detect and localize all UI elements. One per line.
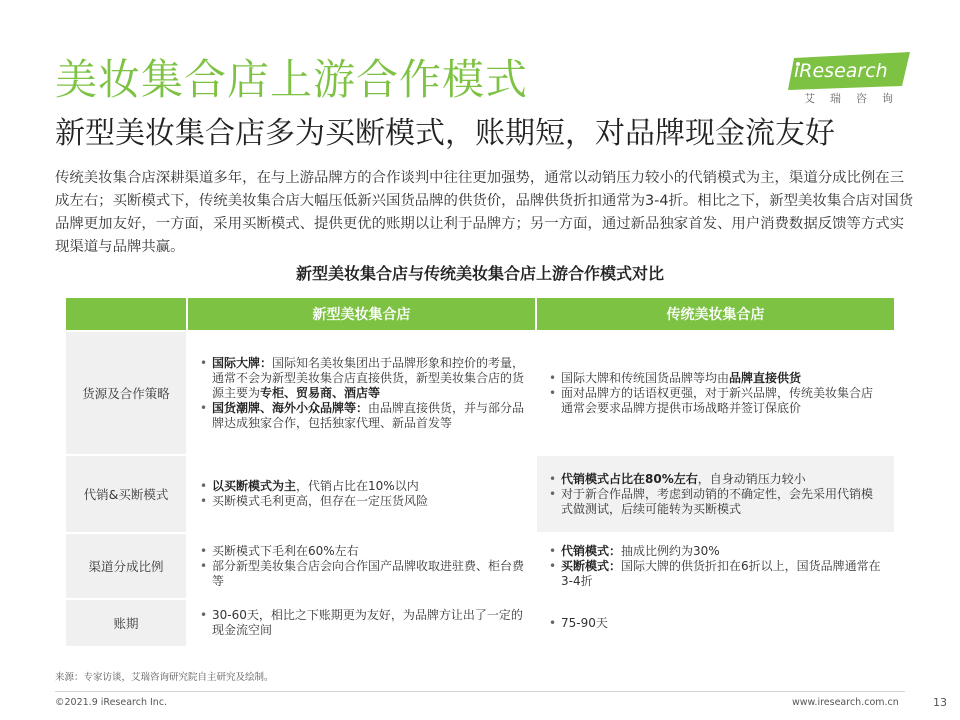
bullet-item	[198, 494, 525, 509]
bullet-list	[198, 356, 525, 431]
cell-new-stores	[188, 332, 535, 454]
body-text: 75-90天	[561, 615, 608, 630]
cell-new-stores	[188, 534, 535, 598]
logo-chinese: 艾瑞咨询	[804, 92, 908, 105]
row-label: 账期	[66, 600, 186, 646]
bold-text: 代销模式占比在80%左右	[561, 471, 698, 486]
row-label: 渠道分成比例	[66, 534, 186, 598]
bullet-list	[198, 479, 525, 509]
body-text: ，代销占比在10%以内	[296, 479, 419, 493]
source-note: 来源：专家访谈，艾瑞咨询研究院自主研究及绘制。	[55, 672, 274, 683]
bullet-list	[547, 371, 884, 416]
body-text: 国际知名美妆集团出于品牌形象和控价的考量，通常不会为新型美妆集合店直接供货，新型美妆集合店的货源主要为	[212, 355, 525, 400]
bullet-item	[547, 472, 884, 487]
table-title: 新型美妆集合店与传统美妆集合店上游合作模式对比	[295, 264, 664, 283]
row-label: 代销&买断模式	[66, 456, 186, 532]
body-text: 买断模式下毛利在60%左右	[212, 543, 359, 558]
body-text: 部分新型美妆集合店会向合作国产品牌收取进驻费、柜台费等	[212, 558, 525, 588]
bullet-item	[198, 559, 525, 589]
bullet-list	[547, 616, 884, 631]
bold-text: 代销模式：	[561, 543, 622, 558]
body-text: 国际大牌和传统国货品牌等均由	[561, 370, 730, 385]
cell-traditional-stores	[537, 600, 894, 646]
website: www.iresearch.com.cn	[792, 697, 899, 708]
cell-new-stores	[188, 600, 535, 646]
bold-text: 专柜、贸易商、酒店等	[260, 385, 381, 400]
bold-text: 以买断模式为主	[212, 479, 297, 493]
bullet-item	[547, 616, 884, 631]
body-text: 由品牌直接供货，并与部分品牌达成独家合作，包括独家代理、新品首发等	[212, 400, 525, 430]
bullet-list	[547, 472, 884, 517]
bold-text: 国货潮牌、海外小众品牌等：	[212, 400, 369, 415]
bullet-item	[198, 479, 525, 494]
footer-divider	[55, 691, 905, 692]
body-text: ，自身动销压力较小	[697, 471, 806, 486]
body-text: 面对品牌方的话语权更强，对于新兴品牌，传统美妆集合店通常会要求品牌方提供市场战略并签订保底价	[561, 385, 874, 415]
comparison-table	[66, 298, 894, 646]
bullet-list	[198, 608, 525, 638]
body-text: 买断模式毛利更高，但存在一定压货风险	[212, 494, 429, 508]
bullet-item	[198, 401, 525, 431]
header-new-stores: 新型美妆集合店	[188, 298, 535, 330]
page-number: 13	[933, 696, 947, 709]
bullet-item	[547, 544, 884, 559]
bold-text: 国际大牌：	[212, 355, 273, 370]
bold-text: 品牌直接供货	[729, 370, 802, 385]
header-traditional-stores: 传统美妆集合店	[537, 298, 894, 330]
row-label: 货源及合作策略	[66, 332, 186, 454]
iresearch-logo	[788, 52, 914, 110]
intro-paragraph: 传统美妆集合店深耕渠道多年，在与上游品牌方的合作谈判中往往更加强势，通常以动销压力较小的代销模式为主，渠道分成比例在三成左右；买断模式下，传统美妆集合店大幅压低新兴国货品牌的供货价，品牌供货折扣通常为3-4折。相比之下，新型美妆集合店对国货品牌更加友好，一方面，采用买断模式、提供更优的账期以让利于品牌方；另一方面，通过新品独家首发、用户消费数据反馈等方式实现渠道与品牌共赢。	[55, 170, 914, 255]
bullet-item	[547, 559, 884, 589]
cell-traditional-stores	[537, 456, 894, 532]
bullet-item	[547, 371, 884, 386]
bold-text: 买断模式：	[561, 558, 622, 573]
slide-title: 美妆集合店上游合作模式	[55, 55, 529, 104]
header-corner	[66, 298, 186, 330]
bullet-item	[198, 608, 525, 638]
body-text: 国际大牌的供货折扣在6折以上，国货品牌通常在3-4折	[561, 558, 881, 588]
bullet-list	[198, 544, 525, 589]
bullet-item	[198, 544, 525, 559]
bullet-item	[198, 356, 525, 401]
copyright: ©2021.9 iResearch Inc.	[55, 697, 168, 708]
cell-traditional-stores	[537, 534, 894, 598]
bullet-item	[547, 487, 884, 517]
bullet-item	[547, 386, 884, 416]
body-text: 30-60天，相比之下账期更为友好，为品牌方让出了一定的现金流空间	[212, 608, 523, 637]
bullet-list	[547, 544, 884, 589]
logo-brand: iResearch	[794, 60, 888, 82]
slide-subtitle: 新型美妆集合店多为买断模式，账期短，对品牌现金流友好	[55, 116, 835, 151]
body-text: 抽成比例约为30%	[621, 543, 720, 558]
body-text: 对于新合作品牌，考虑到动销的不确定性，会先采用代销模式做测试，后续可能转为买断模式	[561, 486, 874, 516]
cell-traditional-stores	[537, 332, 894, 454]
cell-new-stores	[188, 456, 535, 532]
